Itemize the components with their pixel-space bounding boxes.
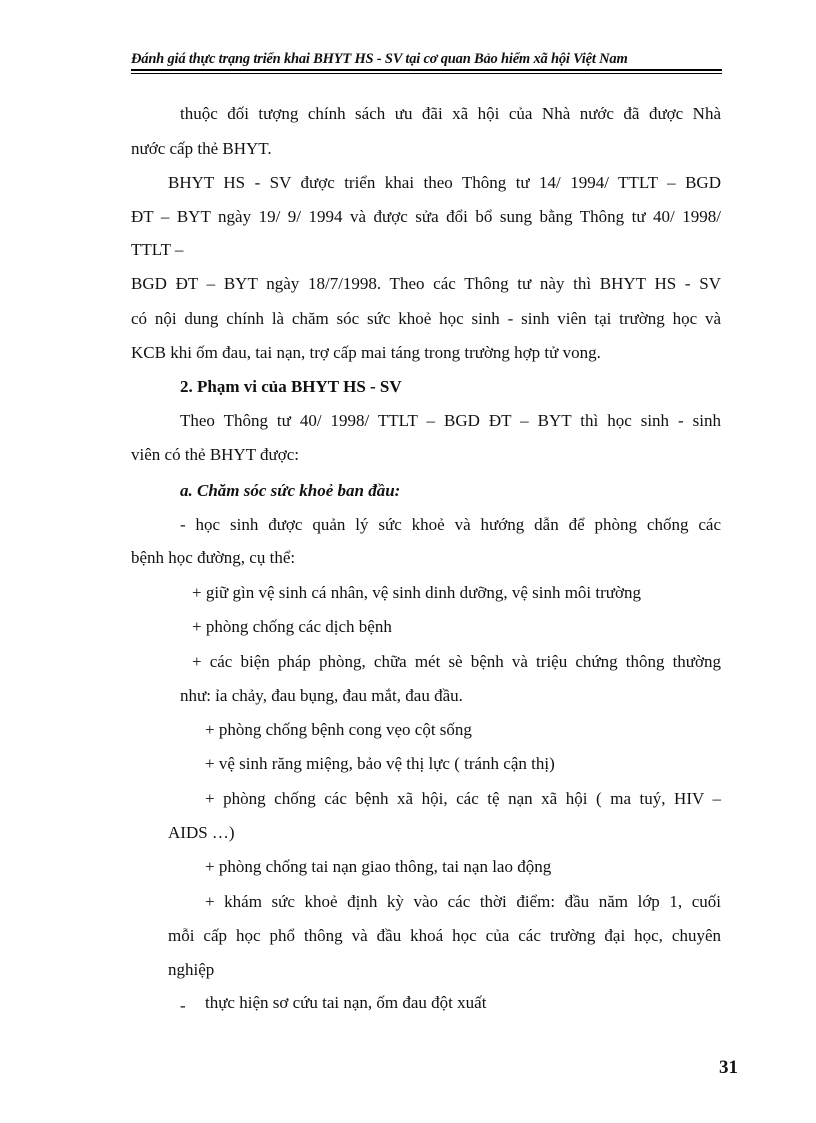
text-line: BGD ĐT – BYT ngày 18/7/1998. Theo các Thông tư này thì BHYT HS - SV [131, 274, 721, 293]
header-rule-thick [131, 69, 722, 71]
list-item: + phòng chống tai nạn giao thông, tai nạn lao động [205, 857, 552, 876]
list-dash: - [180, 996, 186, 1015]
section-heading: 2. Phạm vi của BHYT HS - SV [180, 377, 402, 396]
text-line: bệnh học đường, cụ thể: [131, 548, 296, 567]
text-line: nước cấp thẻ BHYT. [131, 139, 272, 158]
text-line: ĐT – BYT ngày 19/ 9/ 1994 và được sửa đổi bổ sung bằng Thông tư 40/ 1998/ [131, 207, 721, 226]
text-line: BHYT HS - SV được triển khai theo Thông tư 14/ 1994/ TTLT – BGD [168, 173, 721, 192]
header-rule-thin [131, 73, 722, 74]
list-item: + phòng chống các bệnh xã hội, các tệ nạn xã hội ( ma tuý, HIV – [205, 789, 721, 808]
text-line: thuộc đối tượng chính sách ưu đãi xã hội của Nhà nước đã được Nhà [180, 104, 721, 123]
text-line: mỗi cấp học phổ thông và đầu khoá học của các trường đại học, chuyên [168, 926, 721, 945]
text-line: viên có thẻ BHYT được: [131, 445, 300, 464]
subsection-heading: a. Chăm sóc sức khoẻ ban đầu: [180, 481, 401, 500]
text-line: như: ỉa chảy, đau bụng, đau mắt, đau đầu. [180, 686, 463, 705]
list-item: + phòng chống các dịch bệnh [192, 617, 392, 636]
list-item: + phòng chống bệnh cong vẹo cột sống [205, 720, 472, 739]
list-item: + vệ sinh răng miệng, bảo vệ thị lực ( tránh cận thị) [205, 754, 555, 773]
list-item: + các biện pháp phòng, chữa mét sè bệnh và triệu chứng thông thường [192, 652, 721, 671]
page-number: 31 [719, 1057, 738, 1078]
text-line: Theo Thông tư 40/ 1998/ TTLT – BGD ĐT – BYT thì học sinh - sinh [180, 411, 721, 430]
text-line: AIDS …) [168, 823, 235, 842]
text-line: có nội dung chính là chăm sóc sức khoẻ học sinh - sinh viên tại trường học và [131, 309, 721, 328]
running-header: Đánh giá thực trạng triển khai BHYT HS - SV tại cơ quan Bảo hiểm xã hội Việt Nam [131, 51, 628, 67]
list-item: thực hiện sơ cứu tai nạn, ốm đau đột xuất [205, 993, 487, 1012]
text-line: - học sinh được quản lý sức khoẻ và hướng dẫn để phòng chống các [180, 515, 721, 534]
text-line: TTLT – [131, 240, 184, 259]
list-item: + giữ gìn vệ sinh cá nhân, vệ sinh dinh dưỡng, vệ sinh môi trường [192, 583, 641, 602]
text-line: KCB khi ốm đau, tai nạn, trợ cấp mai táng trong trường hợp tử vong. [131, 343, 601, 362]
list-item: + khám sức khoẻ định kỳ vào các thời điểm: đầu năm lớp 1, cuối [205, 892, 721, 911]
text-line: nghiệp [168, 960, 215, 979]
